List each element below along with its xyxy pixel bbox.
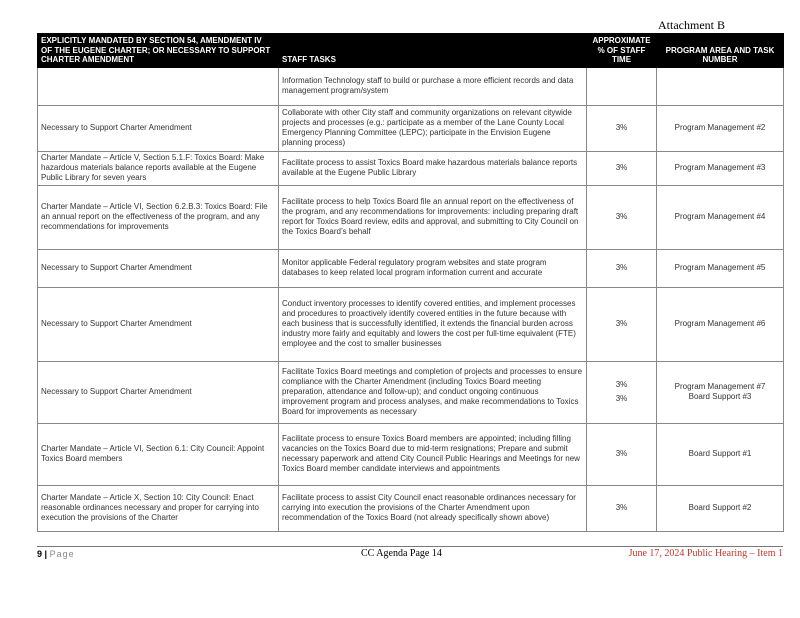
agenda-page: CC Agenda Page 14 xyxy=(361,548,442,559)
staff-time-value: 3% xyxy=(615,394,628,403)
table-row xyxy=(38,361,784,423)
program-area-value: Board Support #1 xyxy=(688,449,752,458)
staff-time-cell xyxy=(587,361,657,423)
program-area-value: Program Management #3 xyxy=(674,163,766,172)
mandate-cell xyxy=(38,67,279,105)
staff-time-value: 3% xyxy=(615,319,628,328)
staff-time-value: 3% xyxy=(615,263,628,272)
attachment-label: Attachment B xyxy=(658,18,725,32)
page-number: 9 | Page xyxy=(37,549,75,559)
program-area-cell xyxy=(657,485,784,531)
staff-tasks-cell: Facilitate Toxics Board meetings and completion of projects and processes to ensure compliance with the Charter Amendment (including Toxics Board meeting preparation, attendance and follow-up); and conduct ongoing continuous improvement program and process analyses, and make recommendations to Toxics Board for improvements as necessary xyxy=(279,361,587,423)
mandate-cell: Charter Mandate – Article VI, Section 6.2.B.3: Toxics Board: File an annual report on the effectiveness of the program, and any recommendations for improvements xyxy=(38,185,279,249)
page-footer xyxy=(37,546,783,561)
staff-tasks-cell: Monitor applicable Federal regulatory program websites and state program databases to keep related local program information current and accurate xyxy=(279,249,587,287)
program-area-cell xyxy=(657,423,784,485)
staff-tasks-cell: Facilitate process to assist City Council enact reasonable ordinances necessary for carrying into execution the provisions of the Charter Amendment upon recommendation of the Toxics Board (not already specifically shown above) xyxy=(279,485,587,531)
program-area-value: Program Management #6 xyxy=(674,319,766,328)
table-header-row xyxy=(38,34,784,68)
staff-tasks-cell: Facilitate process to help Toxics Board file an annual report on the effectiveness of the program, and any recommendations for improvements: including preparing draft report for Toxics Board review, edits and approval, and submitting to City Council on the Toxics Board’s behalf xyxy=(279,185,587,249)
staff-tasks-cell: Conduct inventory processes to identify covered entities, and implement processes and procedures to proactively identify covered entities in the future because with each business that is successfully identified, it extends the financial burden across industry more fairly and equitably and lowers the cost per full-time equivalent (FTE) employee and the cost to smaller businesses xyxy=(279,287,587,361)
staff-time-value: 3% xyxy=(615,123,628,132)
mandate-cell: Necessary to Support Charter Amendment xyxy=(38,287,279,361)
staff-time-cell xyxy=(587,151,657,185)
table-row xyxy=(38,287,784,361)
header-staff-tasks: STAFF TASKS xyxy=(279,34,587,68)
program-area-cell xyxy=(657,185,784,249)
table-row xyxy=(38,105,784,151)
staff-tasks-cell: Collaborate with other City staff and community organizations on relevant citywide projects and processes (e.g.: participate as a member of the Lane County Local Emergency Planning Committee (LEPC); participate in the Envision Eugene planning process) xyxy=(279,105,587,151)
program-area-value: Program Management #4 xyxy=(674,212,766,221)
program-area-value: Program Management #2 xyxy=(674,123,766,132)
table-row xyxy=(38,151,784,185)
mandate-cell: Charter Mandate – Article VI, Section 6.1: City Council: Appoint Toxics Board members xyxy=(38,423,279,485)
staff-tasks-cell: Information Technology staff to build or purchase a more efficient records and data management program/system xyxy=(279,67,587,105)
staff-tasks-table xyxy=(37,33,784,532)
mandate-cell: Necessary to Support Charter Amendment xyxy=(38,249,279,287)
program-area-cell xyxy=(657,249,784,287)
table-row xyxy=(38,485,784,531)
mandate-cell: Charter Mandate – Article X, Section 10: City Council: Enact reasonable ordinances necessary and proper for carrying into execution the provisions of the Charter xyxy=(38,485,279,531)
staff-time-cell xyxy=(587,287,657,361)
staff-time-cell xyxy=(587,485,657,531)
program-area-cell xyxy=(657,151,784,185)
program-area-cell xyxy=(657,361,784,423)
table-row xyxy=(38,423,784,485)
header-program-area: PROGRAM AREA AND TASK NUMBER xyxy=(657,34,784,68)
table-row xyxy=(38,67,784,105)
staff-time-cell xyxy=(587,249,657,287)
staff-time-value: 3% xyxy=(615,503,628,512)
staff-time-cell xyxy=(587,105,657,151)
staff-time-cell xyxy=(587,67,657,105)
header-mandate: EXPLICITLY MANDATED BY SECTION 54, AMENDMENT IV OF THE EUGENE CHARTER; OR NECESSARY TO SUPPORT CHARTER AMENDMENT xyxy=(38,34,279,68)
staff-time-value: 3% xyxy=(615,163,628,172)
program-area-cell xyxy=(657,105,784,151)
staff-tasks-cell: Facilitate process to ensure Toxics Board members are appointed; including filling vacancies on the Toxics Board due to mid-term resignations; Prepare and submit necessary paperwork and attend City Council Public Hearings and Meetings for new Toxics Board member candidate interviews and appointments xyxy=(279,423,587,485)
program-area-value: Program Management #5 xyxy=(674,263,766,272)
program-area-cell xyxy=(657,67,784,105)
staff-time-cell xyxy=(587,185,657,249)
mandate-cell: Necessary to Support Charter Amendment xyxy=(38,105,279,151)
mandate-cell: Necessary to Support Charter Amendment xyxy=(38,361,279,423)
staff-time-cell xyxy=(587,423,657,485)
program-area-value: Board Support #2 xyxy=(688,503,752,512)
program-area-value: Board Support #3 xyxy=(688,392,752,401)
staff-time-value: 3% xyxy=(615,380,628,389)
program-area-value: Program Management #7 xyxy=(674,382,766,391)
table-row xyxy=(38,185,784,249)
staff-tasks-cell: Facilitate process to assist Toxics Board make hazardous materials balance reports available at the Eugene Public Library xyxy=(279,151,587,185)
staff-time-value: 3% xyxy=(615,212,628,221)
staff-time-value: 3% xyxy=(615,449,628,458)
table-row xyxy=(38,249,784,287)
mandate-cell: Charter Mandate – Article V, Section 5.1.F: Toxics Board: Make hazardous materials balance reports available at the Eugene Public Library for seven years xyxy=(38,151,279,185)
program-area-cell xyxy=(657,287,784,361)
hearing-label: June 17, 2024 Public Hearing – Item 1 xyxy=(628,548,783,559)
header-staff-time: APPROXIMATE % OF STAFF TIME xyxy=(587,34,657,68)
